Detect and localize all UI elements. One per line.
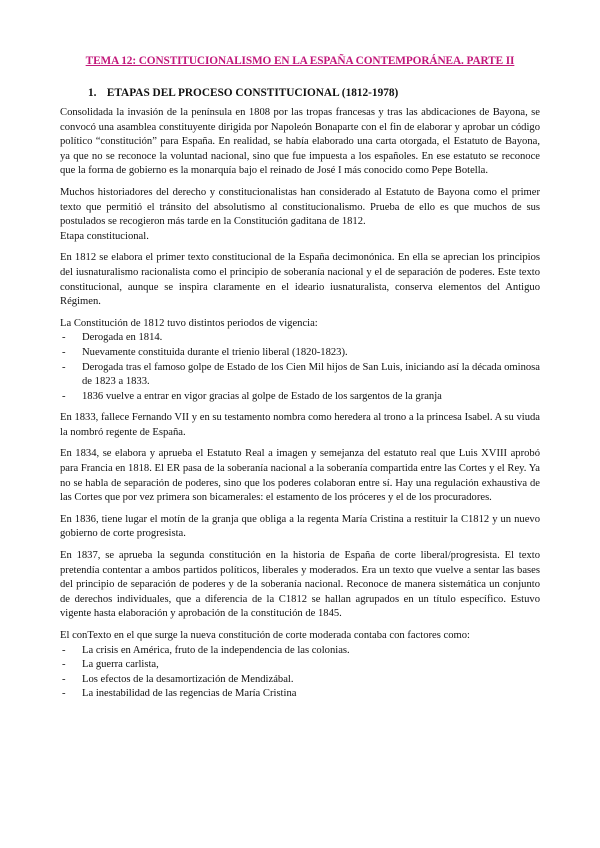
list-item: - Nuevamente constituida durante el trienio liberal (1820-1823). — [60, 346, 540, 361]
paragraph-vigencia-intro: La Constitución de 1812 tuvo distintos periodos de vigencia: — [60, 317, 318, 329]
list-item: - La crisis en América, fruto de la independencia de las colonias. — [60, 644, 540, 659]
paragraph-1836: En 1836, tiene lugar el motín de la granja que obliga a la regenta María Cristina a restituir la C1812 y un nuevo gobierno de corte progresista. — [60, 513, 540, 540]
list-item: - La guerra carlista, — [60, 658, 540, 673]
vigencia-list — [60, 331, 540, 404]
list-item: - Derogada tras el famoso golpe de Estado de los Cien Mil hijos de San Luis, iniciando así la década ominosa de 1823 a 1833. — [60, 361, 540, 390]
document-title: TEMA 12: CONSTITUCIONALISMO EN LA ESPAÑA CONTEMPORÁNEA. PARTE II — [85, 55, 515, 67]
paragraph-1833: En 1833, fallece Fernando VII y en su testamento nombra como heredera al trono a la princesa Isabel. A su viuda la nombró regente de España. — [60, 412, 540, 438]
paragraph-contexto: El conTexto en el que surge la nueva constitución de corte moderada contaba con factores como: — [60, 630, 471, 641]
factores-list — [60, 644, 540, 702]
list-item: - La inestabilidad de las regencias de María Cristina — [60, 687, 540, 702]
paragraph-1834: En 1834, se elabora y aprueba el Estatuto Real a imagen y semejanza del estatuto real que Luis XVIII aprobó para Francia en 1818. El ER pasa de la soberanía nacional a la soberanía compartida entre las Cortes y el Rey. Ya no se habla de separación de poderes, sino que los poderes colaboran entre sí. Hay una regulación exhaustiva de las Cortes que por vez primera son bicamerales: el estamento de los próceres y el de los procuradores. — [60, 448, 540, 504]
list-item: - Derogada en 1814. — [60, 331, 540, 346]
paragraph-etapa-constitucional: Etapa constitucional. — [60, 230, 149, 242]
section-number: 1. — [88, 87, 97, 99]
paragraph-bayona: Consolidada la invasión de la península en 1808 por las tropas francesas y tras las abdicaciones de Bayona, se convocó una asamblea constituyente dirigida por Napoleón Bonaparte con el fin de elaborar y aprobar un código político “constitución” para España. En realidad, se había elaborado una carta otorgada, el Estatuto de Bayona, ya que no se reconoce la voluntad nacional, sino que fue impuesta a los españoles. En ese estatuto se reconoce que la forma de gobierno es la monarquía bajo el reinado de José I más conocido como Pepe Botella. — [60, 107, 540, 177]
list-item: - Los efectos de la desamortización de Mendizábal. — [60, 673, 540, 688]
paragraph-1837: En 1837, se aprueba la segunda constitución en la historia de España de corte liberal/progresista. El texto pretendía contentar a ambos partidos políticos, liberales y moderados. Era un texto que vuelve a sentar las bases del principio de separación de poderes y de la soberanía nacional. Reconoce de manera sistemática un conjunto de derechos individuales, que a diferencia de la C1812 se hallan agrupados en un título específico. Estuvo vigente hasta elaboración y aprobación de la constitución de 1845. — [60, 550, 540, 620]
document-body — [60, 106, 540, 709]
section-heading — [88, 86, 398, 101]
paragraph-historiadores: Muchos historiadores del derecho y constitucionalistas han considerado al Estatuto de Bayona como el primer texto que permitió el tránsito del absolutismo al constitucionalismo. Prueba de ello es que muchos de sus postulados se recogieron más tarde en la Constitución gaditana de 1812. — [60, 186, 540, 228]
paragraph-1812: En 1812 se elabora el primer texto constitucional de la España decimonónica. En ella se aprecian los principios del iusnaturalismo racionalista como el principio de soberanía nacional y el de separación de poderes. Este texto constitucional, aunque se inspira claramente en el ideario iusnaturalista, conserva elementos del Antiguo Régimen. — [60, 252, 540, 308]
section-heading-text: ETAPAS DEL PROCESO CONSTITUCIONAL (1812-1978) — [106, 87, 399, 99]
list-item: - 1836 vuelve a entrar en vigor gracias al golpe de Estado de los sargentos de la granja — [60, 390, 540, 405]
